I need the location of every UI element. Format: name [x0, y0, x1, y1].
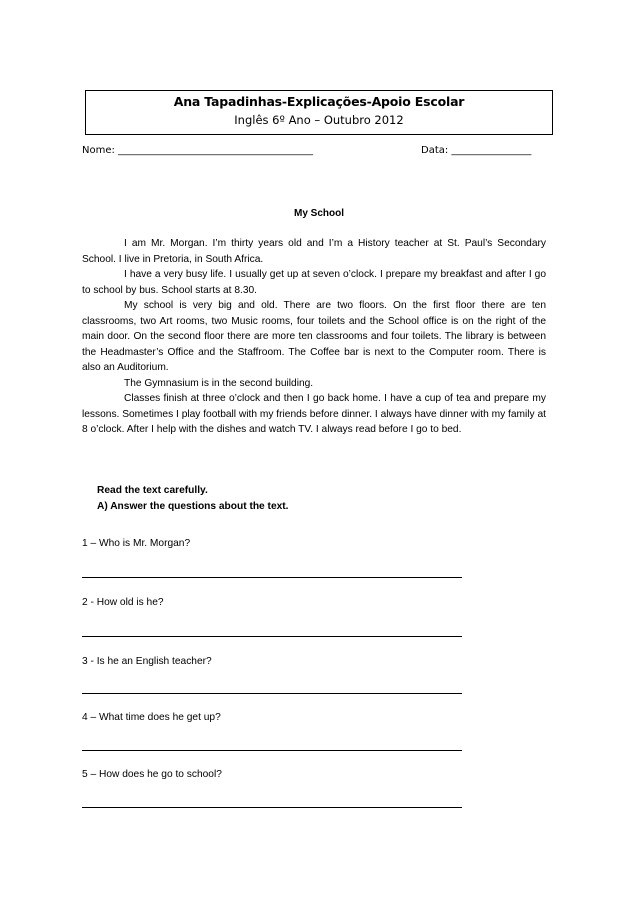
instructions	[97, 483, 289, 515]
question-3: 3 - Is he an English teacher?	[82, 656, 212, 667]
worksheet-title: Ana Tapadinhas-Explicações-Apoio Escolar	[173, 94, 465, 109]
question-5: 5 – How does he go to school?	[82, 769, 222, 780]
name-field[interactable]: Nome: _______________________________________	[82, 145, 314, 156]
question-1: 1 – Who is Mr. Morgan?	[82, 538, 191, 549]
answer-line-1[interactable]	[82, 577, 462, 578]
answer-line-3[interactable]	[82, 693, 462, 694]
answer-line-5[interactable]	[82, 807, 462, 808]
question-2: 2 - How old is he?	[82, 597, 164, 608]
story-paragraph: I have a very busy life. I usually get up at seven o’clock. I prepare my breakfast and after I go to school by bus. School starts at 8.30.	[82, 269, 546, 296]
story-paragraph: Classes finish at three o’clock and then I go back home. I have a cup of tea and prepare my lessons. Sometimes I play football with my friends before dinner. I always have dinner with my family at 8 o’clock. After I help with the dishes and watch TV. I always read before I go to bed.	[82, 393, 546, 435]
story-title: My School	[293, 208, 344, 219]
instruction-read: Read the text carefully.	[97, 485, 208, 496]
answer-line-4[interactable]	[82, 750, 462, 751]
header-box	[85, 90, 553, 135]
question-4: 4 – What time does he get up?	[82, 712, 221, 723]
story-paragraph: The Gymnasium is in the second building.	[124, 377, 314, 389]
story-paragraph: I am Mr. Morgan. I’m thirty years old and I’m a History teacher at St. Paul’s Secondary School. I live in Pretoria, in South Africa.	[82, 238, 546, 265]
date-field[interactable]: Data: ________________	[421, 145, 532, 156]
story-text	[82, 236, 546, 438]
answer-line-2[interactable]	[82, 636, 462, 637]
worksheet-subtitle: Inglês 6º Ano – Outubro 2012	[234, 113, 404, 127]
story-paragraph: My school is very big and old. There are two floors. On the first floor there are ten classrooms, two Art rooms, two Music rooms, four toilets and the School office is on the right of the main door. On the second floor there are more ten classrooms and four toilets. The library is between the Headmaster’s Office and the Staffroom. The Coffee bar is next to the Computer room. There is also an Auditorium.	[82, 300, 546, 373]
instruction-answer: A) Answer the questions about the text.	[97, 501, 289, 512]
